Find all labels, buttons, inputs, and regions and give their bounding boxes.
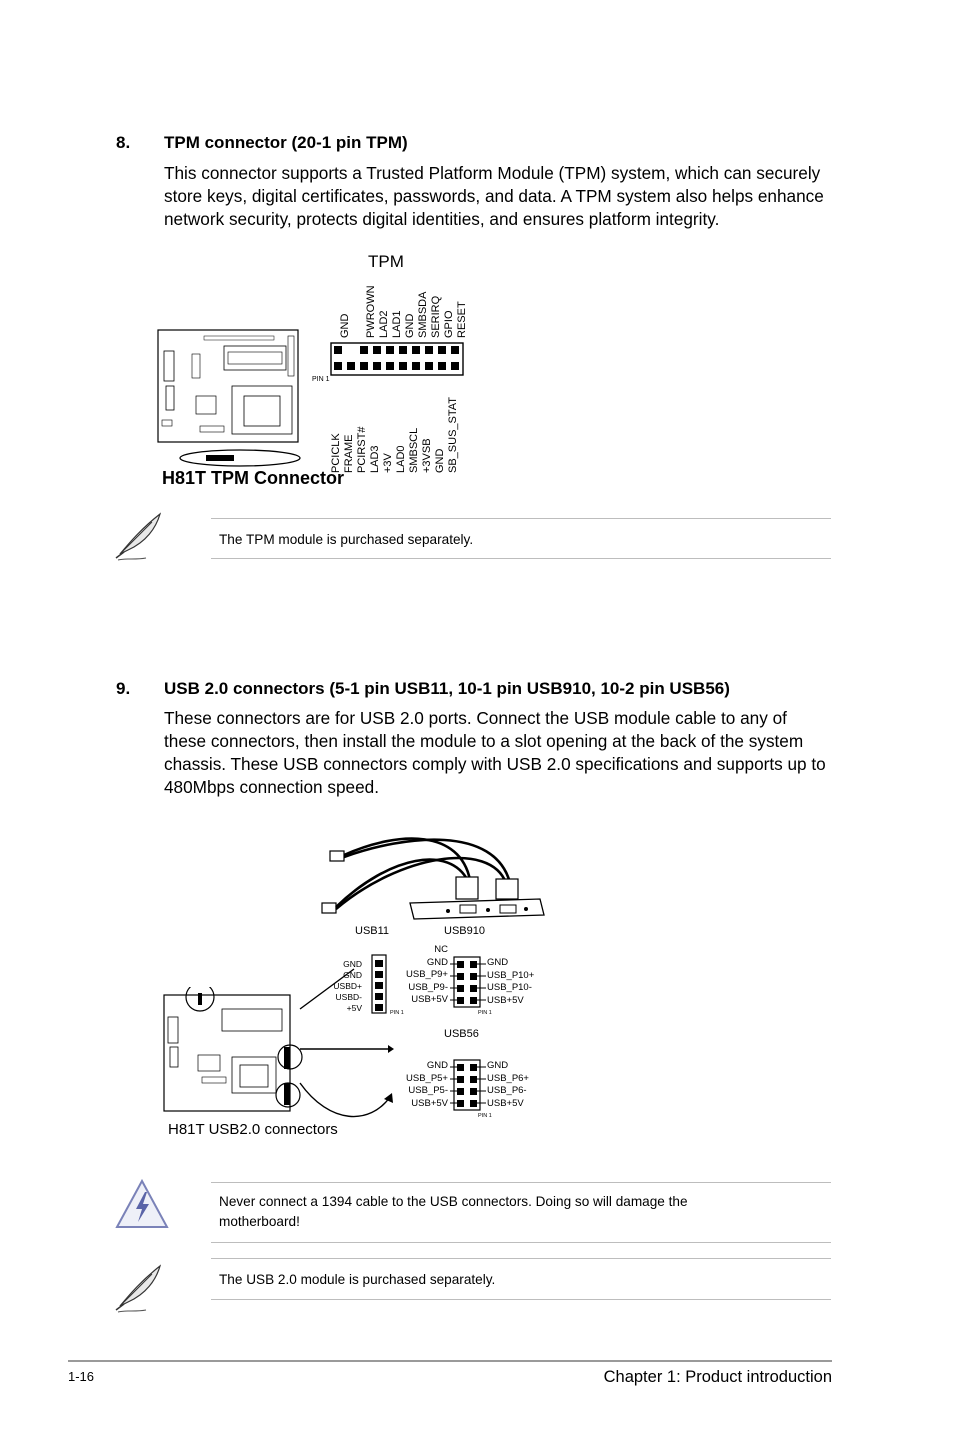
tpm-top-pin: GND (404, 313, 416, 338)
usb11-pin: USBD+ (333, 981, 362, 991)
warning-line: Never connect a 1394 cable to the USB connectors. Doing so will damage the (219, 1194, 688, 1209)
tpm-bottom-pin: SB_SUS_STAT (447, 396, 459, 473)
tpm-bottom-pin: LAD3 (369, 445, 381, 473)
usb910-pin-header (450, 956, 486, 1008)
section-9-body (164, 707, 844, 799)
tpm-top-pin: RESET (456, 301, 468, 338)
usb56-right-pin-labels (487, 1060, 529, 1110)
footer-divider (68, 1360, 832, 1362)
tpm-diagram (150, 250, 480, 500)
warning-box (211, 1182, 831, 1243)
usb56-left-pin: USB_P5+ (406, 1072, 448, 1084)
tpm-bottom-pin: SMBSCL (408, 427, 420, 473)
tpm-header-label: TPM (368, 252, 404, 271)
tpm-top-pin: GPIO (443, 310, 455, 338)
usb910-left-pin: NC (434, 944, 448, 955)
tpm-bottom-pin-labels (330, 378, 470, 473)
warning-line: motherboard! (219, 1214, 300, 1229)
section-8-body-line: network security, protects digital identities, and ensures platform integrity. (164, 209, 720, 229)
tpm-pin-header (330, 342, 470, 376)
usb56-left-pin: GND (426, 1060, 448, 1071)
section-8-body-line: store keys, digital certificates, passwords, and data. A TPM system also helps enhance (164, 186, 824, 206)
usb11-pin: USBD- (335, 992, 362, 1002)
usb-motherboard-thumbnail (154, 987, 304, 1115)
usb11-label: USB11 (355, 925, 390, 937)
usb56-right-pin: USB_P6- (487, 1085, 527, 1096)
usb56-right-pin: USB+5V (487, 1097, 524, 1109)
tpm-top-pin: PWROWN (365, 285, 377, 338)
section-9-body-line: 480Mbps connection speed. (164, 777, 379, 797)
usb910-right-pin: GND (487, 957, 509, 968)
usb910-left-pin: GND (426, 956, 448, 968)
tpm-top-pin: GND (339, 313, 351, 338)
usb56-label: USB56 (444, 1028, 479, 1040)
feather-pen-icon (112, 508, 168, 564)
tpm-bottom-pin: PCIRST# (356, 426, 368, 473)
tpm-bottom-pin: +3V (382, 453, 394, 473)
chapter-title: Chapter 1: Product introduction (603, 1368, 832, 1386)
feather-pen-icon (112, 1260, 168, 1316)
tpm-top-pin-labels (330, 250, 470, 340)
tpm-caption: H81T TPM Connector (162, 468, 345, 488)
tpm-bottom-pin: +3VSB (421, 438, 433, 473)
usb910-right-pin: USB+5V (487, 994, 524, 1006)
motherboard-thumbnail (154, 326, 304, 448)
section-8-title: TPM connector (20-1 pin TPM) (164, 133, 408, 152)
usb-note-text: The USB 2.0 module is purchased separately. (219, 1272, 496, 1287)
page-number: 1-16 (68, 1369, 95, 1384)
tpm-bottom-pin: LAD0 (395, 445, 407, 473)
usb910-right-pin: USB_P10- (487, 982, 532, 993)
section-9-body-line: These connectors are for USB 2.0 ports. Connect the USB module cable to any of (164, 708, 787, 728)
tpm-bottom-pin: GND (434, 448, 446, 473)
usb910-pin1-label: PIN 1 (478, 1010, 492, 1016)
usb910-left-pin: USB_P9+ (406, 969, 448, 980)
usb-cable-bracket-illustration (310, 825, 560, 935)
warning-text (219, 1192, 688, 1232)
usb-note-box (211, 1258, 831, 1300)
tpm-top-pin: LAD1 (391, 310, 403, 338)
usb56-pin-header (450, 1059, 486, 1111)
tpm-note-box (211, 518, 831, 559)
section-9-number: 9. (116, 679, 131, 698)
tpm-note-text: The TPM module is purchased separately. (219, 532, 474, 547)
section-9-title: USB 2.0 connectors (5-1 pin USB11, 10-1 pin USB910, 10-2 pin USB56) (164, 679, 730, 698)
usb910-left-pin-labels (384, 944, 448, 1007)
warning-triangle-icon (114, 1178, 170, 1230)
tpm-bottom-pin: FRAME (343, 434, 355, 473)
usb910-left-pin: USB_P9- (408, 981, 448, 993)
usb11-pin: +5V (346, 1003, 362, 1013)
usb11-pin: GND (343, 970, 362, 980)
usb11-pin: GND (343, 959, 362, 969)
section-8-body-line: This connector supports a Trusted Platform Module (TPM) system, which can securely (164, 163, 821, 183)
usb910-label: USB910 (444, 925, 485, 937)
usb56-left-pin: USB+5V (411, 1097, 448, 1109)
usb56-left-pin-labels (384, 1060, 448, 1110)
usb910-right-pin: USB_P10+ (487, 969, 535, 981)
section-9-body-line: these connectors, then install the module to a slot opening at the back of the system (164, 731, 804, 751)
section-9-body-line: chassis. These USB connectors comply with USB 2.0 specifications and supports up to (164, 754, 826, 774)
tpm-top-pin: SMBSDA (417, 291, 429, 338)
tpm-top-pin: LAD2 (378, 310, 390, 338)
usb56-pin1-label: PIN 1 (478, 1113, 492, 1119)
usb56-left-pin: USB_P5- (408, 1085, 448, 1096)
usb-caption: H81T USB2.0 connectors (168, 1121, 338, 1138)
usb56-right-pin: GND (487, 1060, 509, 1071)
usb910-left-pin: USB+5V (411, 994, 448, 1005)
usb910-right-pin-labels (487, 957, 534, 1007)
section-8-number: 8. (116, 133, 131, 152)
usb-diagram (150, 825, 570, 1145)
section-8-body (164, 162, 844, 231)
usb11-pin-labels (322, 959, 362, 1014)
tpm-bottom-pin: PCICLK (330, 433, 342, 473)
usb11-pin1-label: PIN 1 (390, 1010, 404, 1016)
usb56-right-pin: USB_P6+ (487, 1072, 529, 1084)
tpm-top-pin: SERIRQ (430, 295, 442, 338)
tpm-pin1-label: PIN 1 (312, 376, 330, 383)
